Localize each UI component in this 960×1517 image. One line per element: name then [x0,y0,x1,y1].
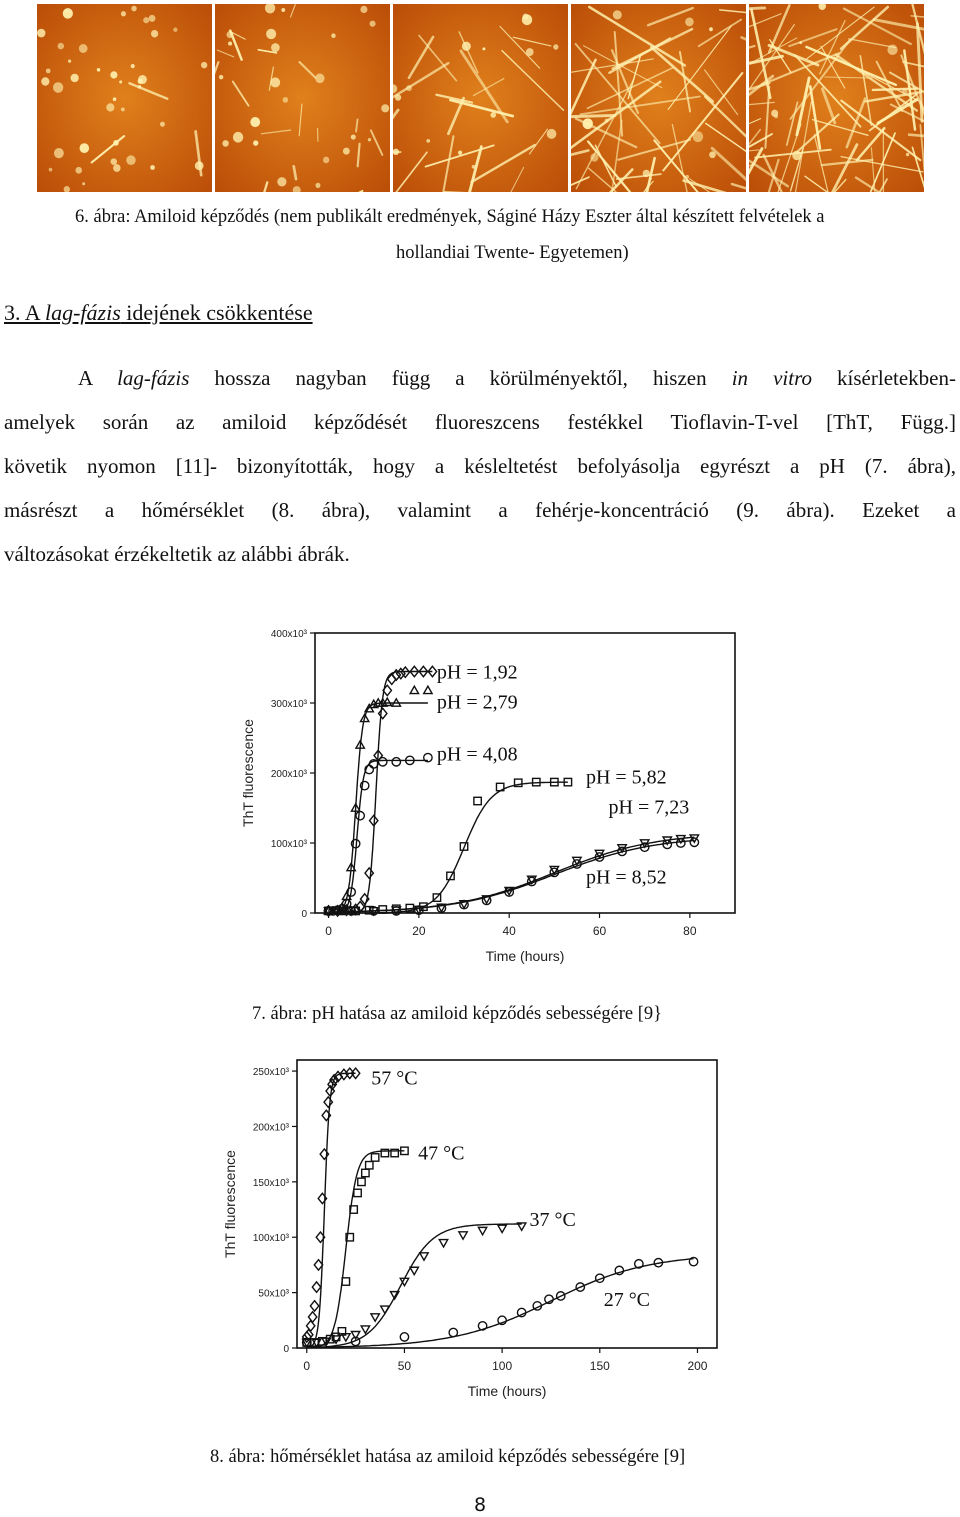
afm-particle [613,10,622,19]
data-point [366,1162,373,1169]
afm-background [37,4,212,192]
figure8-caption: 8. ábra: hőmérséklet hatása az amiloid képződés sebességére [9] [210,1447,686,1467]
afm-canvas-5 [749,4,924,192]
data-point [312,1282,320,1292]
afm-particle [54,148,64,158]
afm-particle [65,9,69,13]
afm-fibril [393,152,401,153]
afm-particle [41,77,49,85]
data-point [362,1169,369,1176]
x-tick-label: 80 [683,924,697,938]
afm-canvas-1 [37,4,212,192]
afm-particle [149,15,156,22]
figure6-caption-line1: 6. ábra: Amiloid képződés (nem publikált eredmények, Ságiné Házy Eszter által készített felvételek a [75,207,825,227]
y-tick-label: 300x10³ [270,699,307,710]
series-label: 57 °C [371,1067,418,1090]
figure7-caption: 7. ábra: pH hatása az amiloid képződés sebességére [9} [252,1004,663,1024]
series-ph-5-82 [325,778,572,914]
series-label: pH = 5,82 [585,766,667,789]
afm-particle [233,132,243,143]
afm-particle [774,115,778,119]
afm-background [215,4,390,192]
y-tick-label: 100x10³ [252,1233,289,1245]
afm-fibril [873,89,917,90]
paragraph-line-5: változásokat érzékeltetik az alábbi ábrák. [4,542,350,566]
afm-particle [370,21,376,27]
afm-particle [82,182,85,185]
data-point [424,686,432,693]
afm-particle [490,112,496,118]
data-point [478,1227,486,1234]
series-37-c [303,1223,526,1348]
afm-image-3 [393,4,568,192]
series-label: pH = 4,08 [436,743,518,766]
afm-image-strip [37,4,924,192]
afm-particle [58,43,64,50]
afm-particle [68,60,71,63]
data-point [449,1328,457,1336]
series-label: 37 °C [529,1209,576,1232]
data-point [615,1266,623,1274]
afm-particle [113,97,117,101]
series-curve [329,760,428,913]
data-point [354,1189,361,1196]
data-point [379,708,387,718]
data-point [498,1225,506,1232]
data-point [310,1301,318,1311]
section-title-italic: lag-fázis [44,300,121,325]
ph-chart [225,620,745,990]
afm-particle [553,44,558,49]
page-number: 8 [473,1494,487,1516]
y-tick-label: 200x10³ [270,769,307,780]
afm-particle [106,103,114,111]
afm-particle [283,97,288,103]
afm-particle [173,28,177,32]
temperature-chart [210,1055,730,1415]
afm-particle [119,80,122,83]
afm-canvas-3 [393,4,568,192]
afm-particle [266,29,276,39]
afm-particle [281,8,285,12]
plot-frame [315,633,735,913]
afm-particle [222,140,228,147]
data-point [379,758,387,766]
section-heading [4,300,313,326]
x-tick-label: 150 [589,1359,610,1373]
series-label: 27 °C [603,1288,651,1311]
afm-particle [80,143,90,153]
series-curve [307,1073,356,1347]
afm-particle [368,138,371,141]
x-tick-label: 60 [592,924,607,938]
afm-particle [253,140,258,145]
afm-particle [522,14,532,25]
afm-particle [219,75,223,79]
afm-image-1 [37,4,212,192]
x-tick-label: 200 [687,1359,708,1373]
data-point [420,1253,428,1260]
y-tick-label: 0 [283,1344,289,1355]
afm-particle [906,153,909,157]
paragraph-line-2: amelyek során az amiloid képződését fluoreszcens festékkel Tioflavin-T-vel [ThT, Függ.] [4,410,956,434]
paragraph-line-4: másrészt a hőmérséklet (8. ábra), valamint a fehérje-koncentráció (9. ábra). Ezeket a [4,498,956,522]
data-point [308,1312,316,1322]
afm-particle [151,30,158,37]
paragraph-line-1 [4,366,956,391]
data-point [390,1292,398,1299]
series-ph-2-79 [324,686,432,914]
afm-particle [331,33,335,38]
y-axis-label: ThT fluorescence [222,1150,238,1258]
y-tick-label: 400x10³ [270,629,307,640]
data-point [358,1178,365,1185]
afm-particle [201,62,207,69]
data-point [410,686,418,693]
data-point [306,1321,314,1331]
x-axis-label: Time (hours) [485,948,565,964]
series-label: 47 °C [418,1142,465,1165]
afm-particle [271,43,280,52]
afm-image-4 [571,4,746,192]
afm-particle [143,17,149,23]
afm-particle [343,148,350,155]
x-tick-label: 0 [325,924,332,938]
afm-particle [482,47,485,50]
y-axis-label: ThT fluorescence [240,719,256,827]
afm-canvas-2 [215,4,390,192]
afm-particle [79,44,88,53]
afm-image-2 [215,4,390,192]
afm-image-5 [749,4,924,192]
plot-frame [297,1060,717,1348]
afm-particle [97,68,101,72]
afm-particle [685,17,694,26]
afm-particle [228,42,232,46]
data-point [371,1154,378,1161]
x-tick-label: 100 [492,1359,513,1373]
italic-term-lag: lag-fázis [117,366,190,390]
afm-particle [113,164,120,172]
data-point [439,1240,447,1247]
y-tick-label: 250x10³ [252,1067,289,1079]
data-point [410,1267,418,1274]
afm-particle [323,157,329,164]
data-point [371,1314,379,1321]
x-tick-label: 0 [303,1359,311,1373]
afm-particle [37,29,45,38]
afm-particle [121,107,125,111]
afm-particle [111,158,117,165]
x-tick-label: 50 [397,1359,412,1373]
afm-particle [150,165,155,170]
afm-particle [131,6,136,12]
y-tick-label: 100x10³ [270,839,307,850]
x-tick-label: 40 [502,924,516,938]
series-curve [329,672,433,914]
series-label: pH = 1,92 [436,661,518,684]
y-tick-label: 50x10³ [258,1288,289,1300]
text-span: A [78,366,118,390]
x-axis-label: Time (hours) [467,1383,547,1399]
afm-particle [46,68,51,73]
afm-particle [110,71,117,78]
afm-particle [315,183,320,188]
italic-term-in-vitro: in vitro [731,366,812,390]
afm-particle [63,8,73,19]
data-point [342,1278,349,1285]
data-point [459,1232,467,1239]
figure6-caption-line2: hollandiai Twente- Egyetemen) [396,243,629,263]
data-point [474,797,481,804]
text-span: hossza nagyban függ a körülményektől, hiszen [189,366,732,390]
afm-particle [53,82,63,93]
data-point [400,1333,408,1341]
afm-particle [49,168,53,172]
afm-particle [138,75,147,84]
afm-particle [709,27,713,31]
afm-canvas-4 [571,4,746,192]
afm-particle [250,117,260,127]
afm-particle [121,11,126,16]
afm-particle [351,134,356,139]
y-tick-label: 0 [301,909,307,920]
series-label: pH = 8,52 [585,866,667,889]
afm-particle [126,155,135,165]
afm-particle [381,104,389,112]
x-tick-label: 20 [412,924,426,938]
afm-particle [315,74,324,84]
afm-particle [360,6,367,13]
section-number: 3. A [4,300,45,325]
series-curve [307,1151,405,1348]
afm-particle [426,139,430,143]
data-point [392,758,400,766]
text-span: kísérletekben- [811,366,956,390]
afm-particle [160,122,165,127]
series-curve [307,1224,522,1348]
paragraph-line-3: követik nyomon [11]- bizonyították, hogy a késleltetést befolyásolja egyrészt a pH (7. ábra), [4,454,956,478]
data-point [324,1097,332,1107]
afm-particle [458,150,462,154]
afm-particle [75,167,82,174]
section-title-rest: idejének csökkentése [120,300,313,325]
afm-particle [547,129,557,139]
y-tick-label: 200x10³ [252,1122,289,1134]
afm-particle [131,64,135,68]
data-point [424,753,432,761]
afm-particle [277,177,286,186]
series-ph-4-08 [324,753,432,915]
series-curve [329,703,428,913]
series-label: pH = 7,23 [608,796,690,819]
data-point [356,812,364,820]
y-tick-label: 150x10³ [252,1177,289,1189]
afm-background [393,4,568,192]
series-label: pH = 2,79 [436,691,518,714]
data-point [365,868,373,878]
afm-particle [71,74,79,82]
